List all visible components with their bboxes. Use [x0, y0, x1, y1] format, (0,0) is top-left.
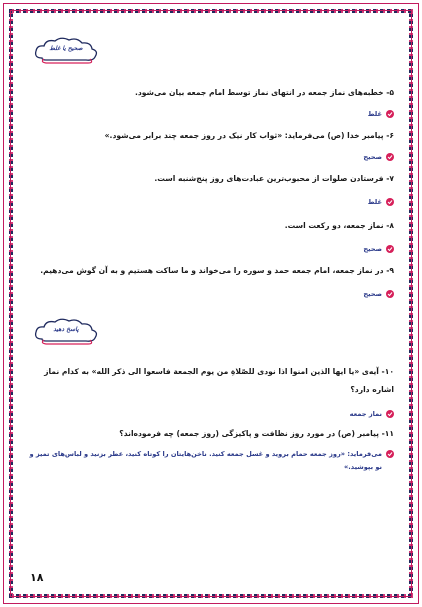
answer-label: صحیح: [363, 153, 382, 161]
answer-8: [22, 240, 400, 258]
check-circle-icon: [386, 153, 394, 161]
check-circle-icon: [386, 410, 394, 418]
question-6: ۶- پیامبر خدا (ص) می‌فرماید: «ثواب کار نیک در روز جمعه چند برابر می‌شود.»: [104, 131, 394, 140]
answer-label: غلط: [367, 110, 382, 118]
section-answer-header: [22, 317, 400, 351]
cloud-badge-icon: [32, 317, 100, 347]
answer-label: صحیح: [363, 245, 382, 253]
check-circle-icon: [386, 450, 394, 458]
answer-7: [22, 193, 400, 211]
check-circle-icon: [386, 198, 394, 206]
check-circle-icon: [386, 110, 394, 118]
answer-5: [22, 105, 400, 123]
answer-10: [22, 405, 400, 423]
answer-label: نماز جمعه: [349, 410, 382, 418]
section-badge-label: صحیح یا غلط: [49, 45, 83, 52]
question-9: ۹- در نماز جمعه، امام جمعه حمد و سوره را می‌خواند و ما ساکت هستیم و به آن گوش می‌دهیم.: [40, 266, 394, 275]
answer-label: صحیح: [363, 290, 382, 298]
page-number: ۱۸: [30, 571, 44, 584]
question-7: ۷- فرستادن صلوات از محبوب‌ترین عبادت‌های روز پنج‌شنبه است.: [154, 174, 394, 183]
question-10: ۱۰- آیه‌ی «یا ایها الذین امنوا اذا نودی للصّلاةِ من یوم الجمعة فاسعوا الی ذکر الله» به کدام نماز اشاره دارد؟: [44, 367, 394, 394]
question-8: ۸- نماز جمعه، دو رکعت است.: [284, 221, 394, 230]
answer-label: می‌فرماید: «روز جمعه حمام بروید و غسل جمعه کنید. ناخن‌هایتان را کوتاه کنید، عطر بزنید و لباس‌های تمیز و نو بپوشید.»: [29, 450, 382, 471]
check-circle-icon: [386, 245, 394, 253]
answer-label: غلط: [367, 198, 382, 206]
cloud-badge-icon: [32, 36, 100, 66]
answer-6: [22, 148, 400, 166]
answer-9: [22, 285, 400, 303]
section-badge-label: پاسخ دهید: [53, 326, 79, 333]
answer-11: [22, 448, 400, 474]
check-circle-icon: [386, 290, 394, 298]
question-11: ۱۱- پیامبر (ص) در مورد روز نظافت و پاکیزگی (روز جمعه) چه فرموده‌اند؟: [119, 429, 394, 438]
worksheet-content: [22, 36, 400, 474]
question-5: ۵- خطبه‌های نماز جمعه در انتهای نماز توسط امام جمعه بیان می‌شود.: [134, 88, 394, 97]
section-true-false-header: [22, 36, 400, 70]
